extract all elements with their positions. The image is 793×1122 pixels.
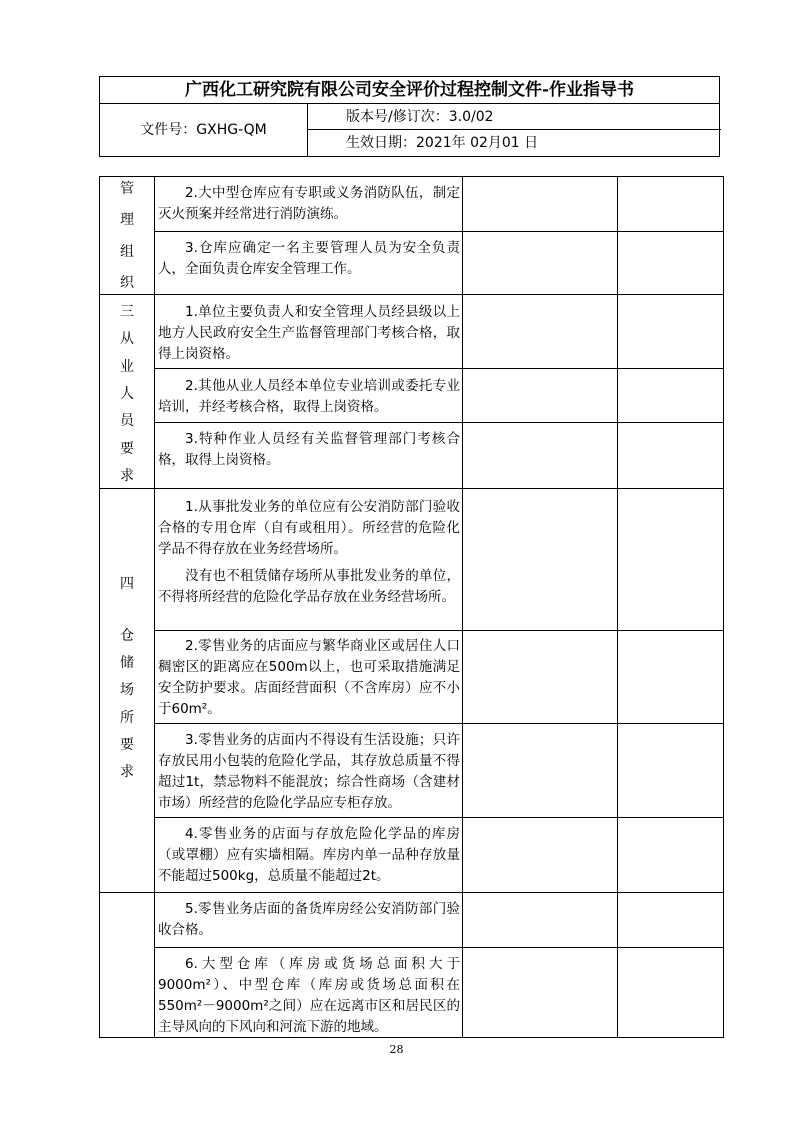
row-divider: [154, 817, 723, 818]
category-char: 三: [120, 304, 134, 320]
category-char: 求: [120, 467, 134, 484]
category-char: 人: [120, 385, 134, 402]
requirement-item: 4.零售业务的店面与存放危险化学品的库房（或罩棚）应有实墙相隔。库房内单一品种存放量不能超过500kg，总质量不能超过2t。: [158, 826, 460, 884]
category-management: [100, 182, 154, 290]
requirement-item: 3.特种作业人员经有关监督管理部门考核合格，取得上岗资格。: [158, 431, 460, 468]
document-header: [99, 76, 720, 157]
requirement-item: 2.零售业务的店面应与繁华商业区或居住人口稠密区的距离应在500m以上，也可采取措施满足安全防护要求。店面经营面积（不含库房）应不小于60m²。: [158, 638, 460, 717]
category-char: 管: [120, 181, 134, 197]
category-storage-number: [100, 577, 154, 593]
category-char: 要: [120, 736, 134, 753]
category-char: 织: [120, 274, 134, 291]
category-char: 从: [120, 331, 134, 348]
requirement-item: 3.仓库应确定一名主要管理人员为安全负责人，全面负责仓库安全管理工作。: [158, 240, 460, 277]
column-divider: [154, 177, 155, 1037]
category-char: 求: [120, 763, 134, 780]
row-divider: [154, 422, 723, 423]
column-divider: [462, 177, 463, 1037]
category-char: 仓: [120, 628, 134, 644]
row-divider: [100, 892, 723, 893]
row-divider: [154, 723, 723, 724]
category-char: 四: [120, 576, 134, 592]
category-char: 所: [120, 709, 134, 726]
category-storage: [100, 629, 154, 779]
checklist-table: [99, 176, 724, 1038]
requirement-item: 3.零售业务的店面内不得设有生活设施；只许存放民用小包装的危险化学品，其存放总质量不得超过1t，禁忌物料不能混放；综合性商场（含建材市场）所经营的危险化学品应专柜存放。: [158, 732, 460, 811]
requirement-item: 5.零售业务店面的备货库房经公安消防部门验收合格。: [158, 901, 460, 938]
requirement-item: 2.其他从业人员经本单位专业培训或委托专业培训，并经考核合格，取得上岗资格。: [158, 378, 460, 415]
category-personnel: [100, 305, 154, 483]
row-divider: [100, 294, 723, 295]
row-divider: [154, 947, 723, 948]
column-divider: [617, 177, 618, 1037]
row-divider: [154, 630, 723, 631]
requirement-item: 2.大中型仓库应有专职或义务消防队伍，制定灭火预案并经常进行消防演练。: [158, 185, 460, 222]
requirement-item: 1.单位主要负责人和安全管理人员经县级以上地方人民政府安全生产监督管理部门考核合格，取得上岗资格。: [158, 304, 460, 362]
row-divider: [154, 231, 723, 232]
effective-date: 生效日期：2021年 02月01 日: [346, 135, 539, 151]
category-char: 场: [120, 682, 134, 699]
version-number: 版本号/修订次：3.0/02: [308, 104, 721, 130]
row-divider: [154, 368, 723, 369]
category-char: 业: [120, 358, 134, 375]
document-title: 广西化工研究院有限公司安全评价过程控制文件-作业指导书: [100, 77, 719, 104]
row-divider: [100, 488, 723, 489]
category-char: 要: [120, 440, 134, 457]
requirement-item: 1.从事批发业务的单位应有公安消防部门验收合格的专用仓库（自有或租用）。所经营的危险化学品不得存放在业务经营场所。 没有也不租赁储存场所从事批发业务的单位，不得将所经营的危险化学品存放在业务经营场所。: [158, 499, 460, 605]
requirement-item: 6.大型仓库（库房或货场总面积大于9000m²）、中型仓库（库房或货场总面积在550m²－9000m²之间）应在远离市区和居民区的主导风向的下风向和河流下游的地域。: [158, 956, 460, 1035]
page-number: 28: [389, 1043, 404, 1056]
category-char: 储: [120, 655, 134, 672]
document-number: 文件号：GXHG-QM: [100, 104, 308, 157]
category-char: 员: [120, 413, 134, 430]
category-char: 组: [120, 243, 134, 260]
category-char: 理: [120, 212, 134, 229]
